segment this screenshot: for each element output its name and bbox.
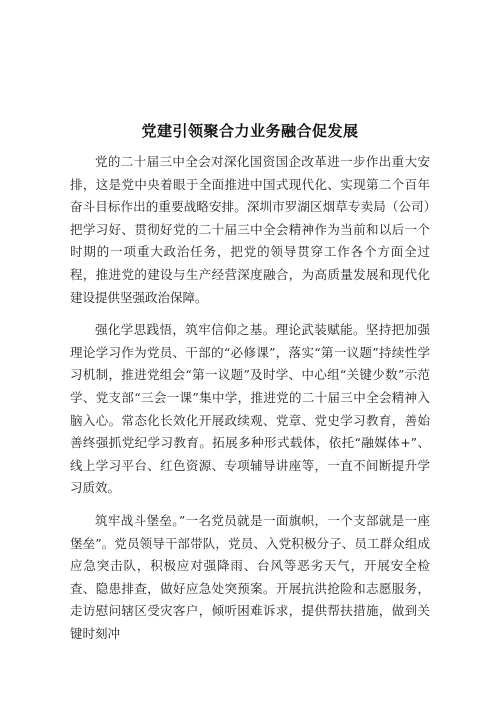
document-title: 党建引领聚合力业务融合促发展 <box>141 122 359 140</box>
paragraph-1: 党的二十届三中全会对深化国资国企改革进一步作出重大安排，这是党中央着眼于全面推进中国式现代化、实现第二个百年奋斗目标作出的重要战略安排。深圳市罗湖区烟草专卖局（公司）把学习好、贯彻好党的二十届三中全会精神作为当前和以后一个时期的一项重大政治任务，把党的领导贯穿工作各个方面全过程，推进党的建设与生产经营深度融合，为高质量发展和现代化建设提供坚强政治保障。 <box>70 154 430 305</box>
paragraph-2: 强化学思践悟，筑牢信仰之基。理论武装赋能。坚持把加强理论学习作为党员、干部的“必修课”，落实“第一议题”持续性学习机制，推进党组会“第一议题”及时学、中心组“关键少数”示范学、党支部“三会一课”集中学，推进党的二十届三中全会精神入脑入心。常态化长效化开展政续观、党章、党史学习教育，善始善终强抓党纪学习教育。拓展多种形式载体，依托“融媒体+”、线上学习平台、红色资源、专项辅导讲座等，一直不间断提升学习质效。 <box>70 322 430 496</box>
document-body <box>70 151 430 655</box>
paragraph-3: 筑牢战斗堡垒。”一名党员就是一面旗帜，一个支部就是一座堡垒”。党员领导干部带队，党员、入党积极分子、员工群众组成应急突击队，积极应对强降雨、台风等恶劣天气，开展安全检查、隐患排查，做好应急处突预案。开展抗洪抢险和志愿服务，走访慰问辖区受灾客户，倾听困难诉求，提供帮扶措施，做到关键时刻冲 <box>70 512 430 641</box>
